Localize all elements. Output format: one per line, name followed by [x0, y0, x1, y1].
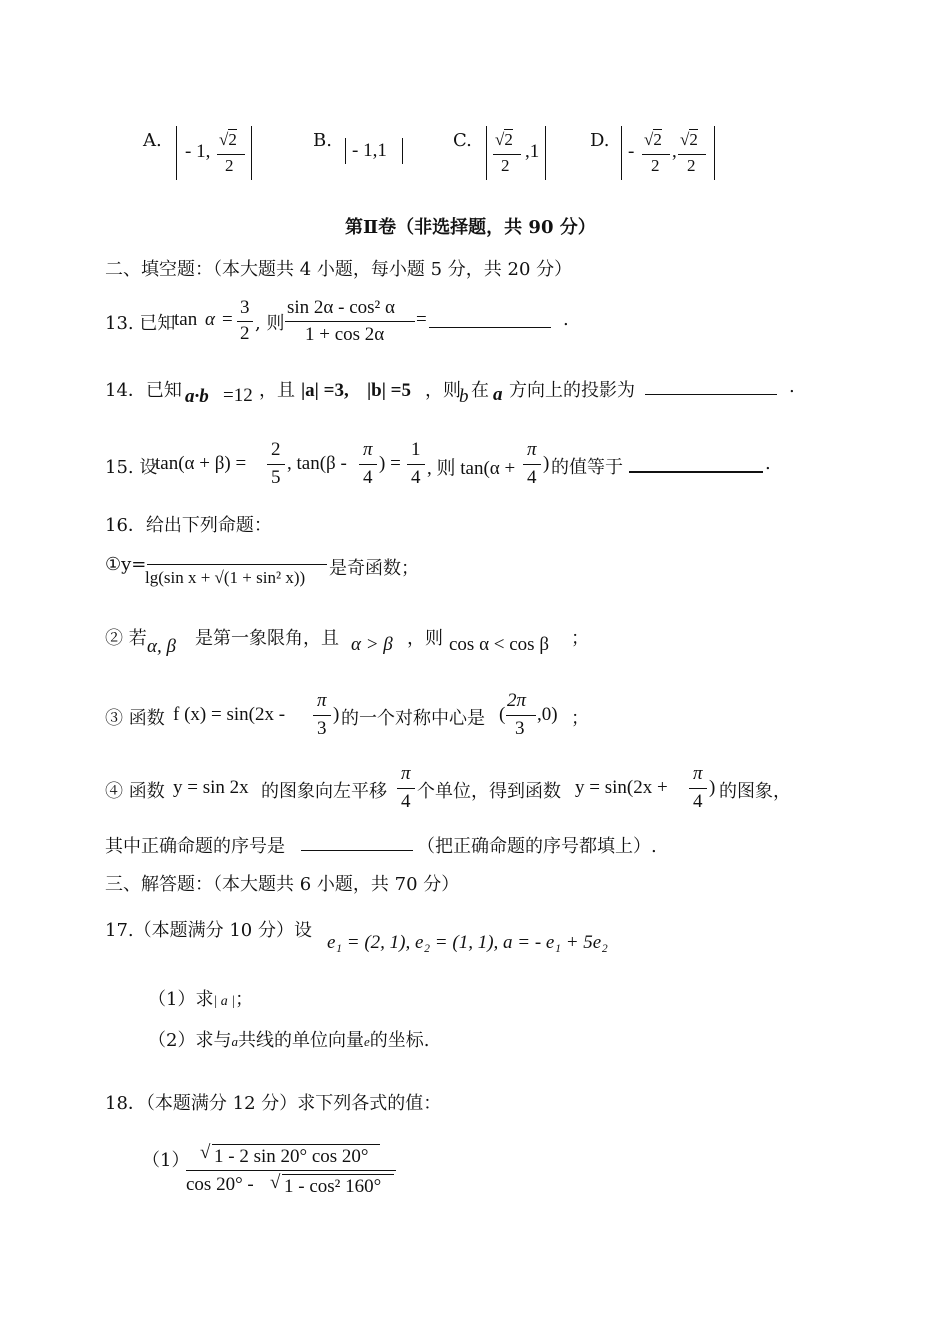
q14-answer-blank[interactable] — [645, 376, 777, 395]
q17-sub-2 — [148, 1026, 429, 1052]
q16-item4-end: 的图象， — [719, 781, 791, 802]
q15-end: . — [765, 453, 771, 474]
q17-sub1-label: （1）求 — [148, 989, 214, 1010]
q15-f1-num: 2 — [271, 439, 281, 460]
q18-den-a: cos 20° - — [186, 1174, 254, 1195]
option-d-sign: - — [628, 141, 635, 162]
q16-item1-suffix: 是奇函数； — [329, 558, 419, 579]
q16-item4-mid2: 个单位，得到函数 — [417, 781, 561, 802]
q14-eq12: =12 — [223, 385, 253, 406]
q16-item2-prefix: ② 若 — [105, 628, 147, 649]
q16-item4-prefix: ④ 函数 — [105, 781, 165, 802]
q16-item3-pt-num: 2π — [507, 690, 527, 711]
q17-sub2-a: （2）求与 — [148, 1030, 232, 1051]
option-c-sqrt: √2 — [495, 130, 513, 149]
q17-sub-1 — [148, 985, 253, 1011]
q16-item4-g: y = sin(2x + — [575, 777, 668, 798]
q14-a: a — [493, 384, 503, 405]
q17-sub2-e: e — [363, 1034, 370, 1049]
q14-end: . — [789, 376, 795, 397]
q16-item2-cond: α > β — [351, 634, 393, 655]
option-a-left: - 1, — [185, 141, 211, 162]
option-b-bracket — [345, 138, 403, 164]
q15-pi-num-2: π — [527, 439, 537, 460]
q15-part2: , tan(β - — [287, 453, 347, 474]
q15-f2-num: 1 — [411, 439, 421, 460]
q15-part4: , 则 tan(α + — [427, 458, 516, 479]
q14-abs-a: |a| =3, — [301, 380, 349, 401]
option-d-den2: 2 — [687, 156, 696, 175]
q17-sub2-vec: a — [231, 1034, 238, 1049]
q13-then: , 则 — [255, 313, 285, 334]
q16-item4-close: ) — [709, 777, 716, 798]
q18-sub-1: （1） √ 1 - 2 sin 20° cos 20° cos 20° - √ 1 - cos² 160° — [142, 1140, 402, 1200]
q14-ab: a·b — [185, 386, 209, 407]
q16-item3-pt-end: ,0) — [537, 704, 558, 725]
q13-num: 3 — [240, 297, 250, 318]
q15-f2-den: 4 — [411, 467, 421, 488]
q16-title: 16．给出下列命题： — [105, 515, 272, 536]
q16-item3-end: ； — [571, 708, 589, 729]
q18-num: 1 - 2 sin 20° cos 20° — [214, 1146, 369, 1167]
option-c-den: 2 — [501, 156, 510, 175]
q17-sub1-expr: | a | — [213, 994, 236, 1009]
q13-answer-blank[interactable] — [429, 309, 551, 328]
q17-sub2-b: 共线的单位向量 — [237, 1030, 364, 1051]
q14-suffix: 方向上的投影为 — [509, 380, 635, 401]
q16-item4-pi: π — [401, 763, 411, 784]
q15-part1: tan(α + β) = — [155, 453, 247, 474]
q16-item1-expr: lg(sin x + √(1 + sin² x)) — [145, 568, 306, 587]
option-a-den: 2 — [225, 156, 234, 175]
q16-item4-mid: 的图象向左平移 — [261, 781, 387, 802]
option-a-sqrt: √2 — [219, 130, 237, 149]
q15-prefix: 15. 设 — [105, 457, 158, 478]
q17-expr: e₁ = (2, 1), e₂ = (1, 1), a = - e₁ + 5e₂ — [327, 932, 608, 953]
q14-and: ，且 — [259, 380, 295, 401]
option-d-bracket: - √2 2 , √2 2 — [621, 126, 715, 180]
q13-equals: = — [416, 309, 427, 330]
option-d-den1: 2 — [651, 156, 660, 175]
q16-item4-den: 4 — [401, 791, 411, 812]
part2-header: 二、填空题：（本大题共 4 小题，每小题 5 分，共 20 分） — [105, 259, 573, 280]
q13-tan: tan — [174, 309, 198, 330]
option-c-label: C. — [453, 130, 472, 151]
q16-item1-prefix: ①y= — [105, 554, 147, 575]
q14-in: 在 — [471, 380, 489, 401]
q13-alpha: α — [205, 309, 215, 330]
q18-prefix: 18．（本题满分 12 分）求下列各式的值： — [105, 1093, 442, 1114]
q16-conclusion-suffix: （把正确命题的序号都填上）. — [417, 836, 657, 857]
part3-header: 三、解答题：（本大题共 6 小题，共 70 分） — [105, 874, 460, 895]
q16-item2-then: ，则 — [407, 628, 443, 649]
q13-expr-num: sin 2α - cos² α — [287, 297, 395, 318]
q16-item2-end: ； — [571, 628, 589, 649]
q16-item3-close: ) — [333, 704, 340, 725]
option-c-right: ,1 — [525, 141, 540, 162]
q16-item2-ab: α, β — [147, 636, 176, 657]
option-d-label: D. — [590, 130, 610, 151]
option-b-label: B. — [313, 130, 332, 151]
q13-expr-den: 1 + cos 2α — [305, 324, 385, 345]
section-title: 第Ⅱ卷（非选择题，共 90 分） — [345, 217, 596, 238]
q16-item2-mid: 是第一象限角，且 — [195, 628, 339, 649]
q16-answer-blank[interactable] — [301, 832, 413, 851]
q15-part3: ) = — [379, 453, 401, 474]
q13-prefix: 13. 已知 — [105, 313, 176, 334]
q13-end: . — [563, 309, 569, 330]
q18-sub1-label: （1） — [142, 1150, 190, 1171]
q15-f1-den: 5 — [271, 467, 281, 488]
q16-item2-res: cos α < cos β — [449, 634, 549, 655]
q16-item3-pi: π — [317, 690, 327, 711]
q16-item4-f: y = sin 2x — [173, 777, 249, 798]
q16-item3-prefix: ③ 函数 — [105, 708, 165, 729]
q15-pi-den: 4 — [363, 467, 373, 488]
option-d-sqrt1: √2 — [644, 130, 662, 149]
q16-item3-den: 3 — [317, 718, 327, 739]
q16-item4-den-2: 4 — [693, 791, 703, 812]
q16-item3-mid: 的一个对称中心是 — [341, 708, 485, 729]
q13-den: 2 — [240, 323, 250, 344]
option-a-label: A. — [143, 130, 162, 151]
q16-item3-f: f (x) = sin(2x - — [173, 704, 286, 725]
q17-sub2-c: 的坐标. — [369, 1030, 430, 1051]
option-d-sqrt2: √2 — [680, 130, 698, 149]
q16-conclusion-label: 其中正确命题的序号是 — [105, 836, 285, 857]
q16-item4-pi-2: π — [693, 763, 703, 784]
q14-b: b — [459, 386, 469, 407]
q15-answer-blank[interactable] — [629, 453, 763, 473]
option-a — [143, 130, 162, 151]
q14-prefix: 14．已知 — [105, 380, 182, 401]
q14-then: ，则 — [425, 380, 461, 401]
q18-den-b: 1 - cos² 160° — [284, 1176, 382, 1197]
q15-pi-num: π — [363, 439, 373, 460]
option-a-bracket — [176, 126, 252, 180]
q15-pi-den-2: 4 — [527, 467, 537, 488]
option-b-content: - 1,1 — [352, 140, 387, 161]
q15-part5: ) — [543, 453, 550, 474]
q13-eq: = — [222, 309, 233, 330]
q17-sub1-end: ； — [235, 989, 254, 1010]
q15-suffix: 的值等于 — [551, 457, 623, 478]
q16-item3-pt-den: 3 — [515, 718, 525, 739]
q14-abs-b: |b| =5 — [367, 380, 412, 401]
option-c-bracket — [486, 126, 546, 180]
q17-prefix: 17.（本题满分 10 分）设 — [105, 920, 312, 941]
